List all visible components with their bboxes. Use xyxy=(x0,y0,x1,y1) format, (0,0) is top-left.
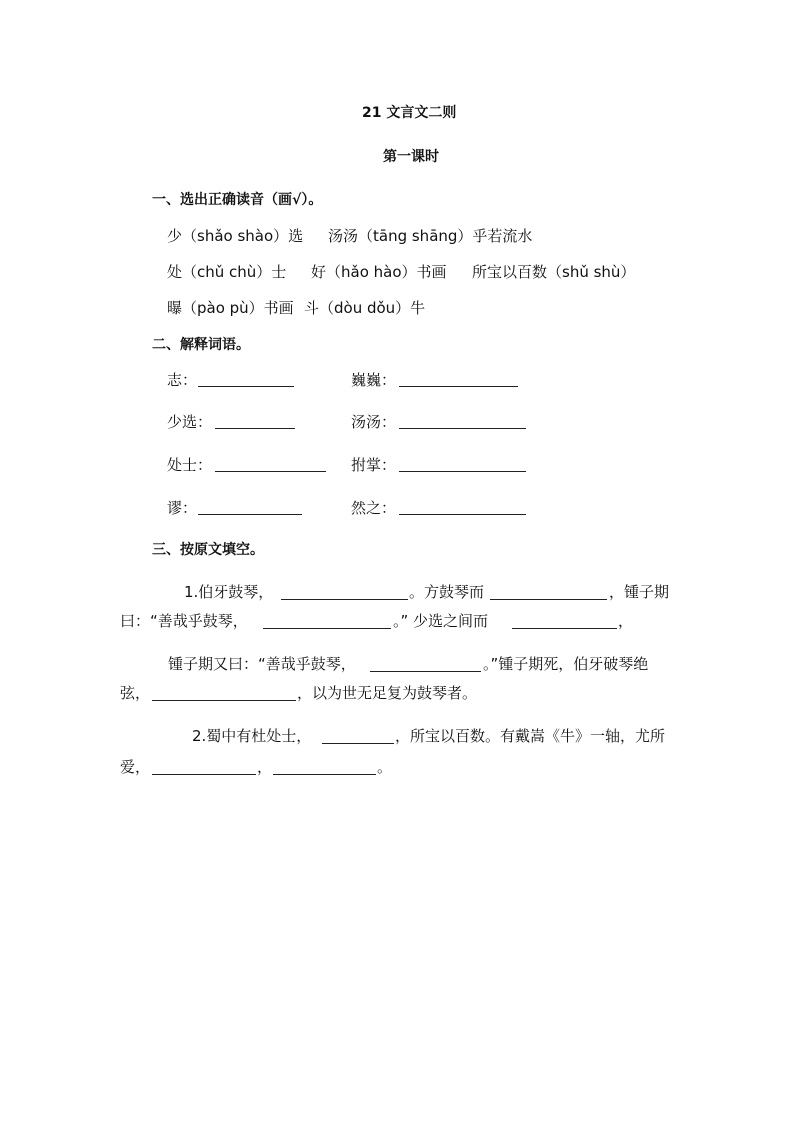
answer-blank[interactable] xyxy=(152,700,296,701)
vocab-label: 志： xyxy=(167,371,198,389)
fill-text: 。 xyxy=(377,758,393,776)
pronunciation-item: 少（shǎo shào）选 xyxy=(167,227,304,245)
pronunciation-item: 处（chǔ chù）士 xyxy=(167,263,287,281)
pronunciation-item: 汤汤（tāng shāng）乎若流水 xyxy=(328,227,533,245)
vocab-label: 处士： xyxy=(167,456,213,474)
answer-blank[interactable] xyxy=(215,471,326,472)
pronunciation-item: 斗（dòu dǒu）牛 xyxy=(304,299,426,317)
pronunciation-item: 所宝以百数（shǔ shù） xyxy=(472,263,636,281)
answer-blank[interactable] xyxy=(370,671,481,672)
section3-heading: 三、按原文填空。 xyxy=(152,542,264,558)
answer-blank[interactable] xyxy=(198,386,294,387)
fill-text: 锺子期又曰：“善哉乎鼓琴， xyxy=(168,655,356,673)
fill-text: 1.伯牙鼓琴， xyxy=(184,583,274,601)
fill-text: 。” 少选之间而 xyxy=(393,612,489,630)
pronunciation-item: 好（hǎo hào）书画 xyxy=(311,263,447,281)
vocab-label: 然之： xyxy=(351,499,397,517)
fill-text: ， xyxy=(257,758,273,776)
section1-heading: 一、选出正确读音（画√）。 xyxy=(152,192,323,208)
answer-blank[interactable] xyxy=(512,628,617,629)
answer-blank[interactable] xyxy=(263,628,391,629)
answer-blank[interactable] xyxy=(152,774,256,775)
section2-heading: 二、解释词语。 xyxy=(152,337,250,353)
answer-blank[interactable] xyxy=(399,514,526,515)
answer-blank[interactable] xyxy=(399,386,518,387)
lesson-title: 21 文言文二则 xyxy=(362,105,457,121)
answer-blank[interactable] xyxy=(322,743,394,744)
vocab-label: 汤汤： xyxy=(351,413,397,431)
answer-blank[interactable] xyxy=(490,599,607,600)
fill-text: 2.蜀中有杜处士， xyxy=(192,727,312,745)
fill-text: ，锺子期 xyxy=(609,583,670,601)
fill-text: ，以为世无足复为鼓琴者。 xyxy=(297,684,478,702)
answer-blank[interactable] xyxy=(215,428,295,429)
answer-blank[interactable] xyxy=(198,514,302,515)
fill-text: 。”锺子期死，伯牙破琴绝 xyxy=(483,655,649,673)
pronunciation-item: 曝（pào pù）书画 xyxy=(167,299,294,317)
answer-blank[interactable] xyxy=(399,428,526,429)
answer-blank[interactable] xyxy=(281,599,408,600)
fill-text: ，所宝以百数。有戴嵩《牛》一轴，尤所 xyxy=(395,727,666,745)
fill-text: 。方鼓琴而 xyxy=(409,583,485,601)
vocab-label: 巍巍： xyxy=(351,371,397,389)
fill-text: 爱， xyxy=(120,758,151,776)
lesson-subtitle: 第一课时 xyxy=(383,149,439,165)
fill-text: 曰：“善哉乎鼓琴， xyxy=(120,612,248,630)
fill-text: 弦， xyxy=(120,684,151,702)
vocab-label: 谬： xyxy=(167,499,198,517)
fill-text: ， xyxy=(618,612,634,630)
answer-blank[interactable] xyxy=(273,774,376,775)
vocab-label: 拊掌： xyxy=(351,456,397,474)
vocab-label: 少选： xyxy=(167,413,213,431)
answer-blank[interactable] xyxy=(399,471,526,472)
